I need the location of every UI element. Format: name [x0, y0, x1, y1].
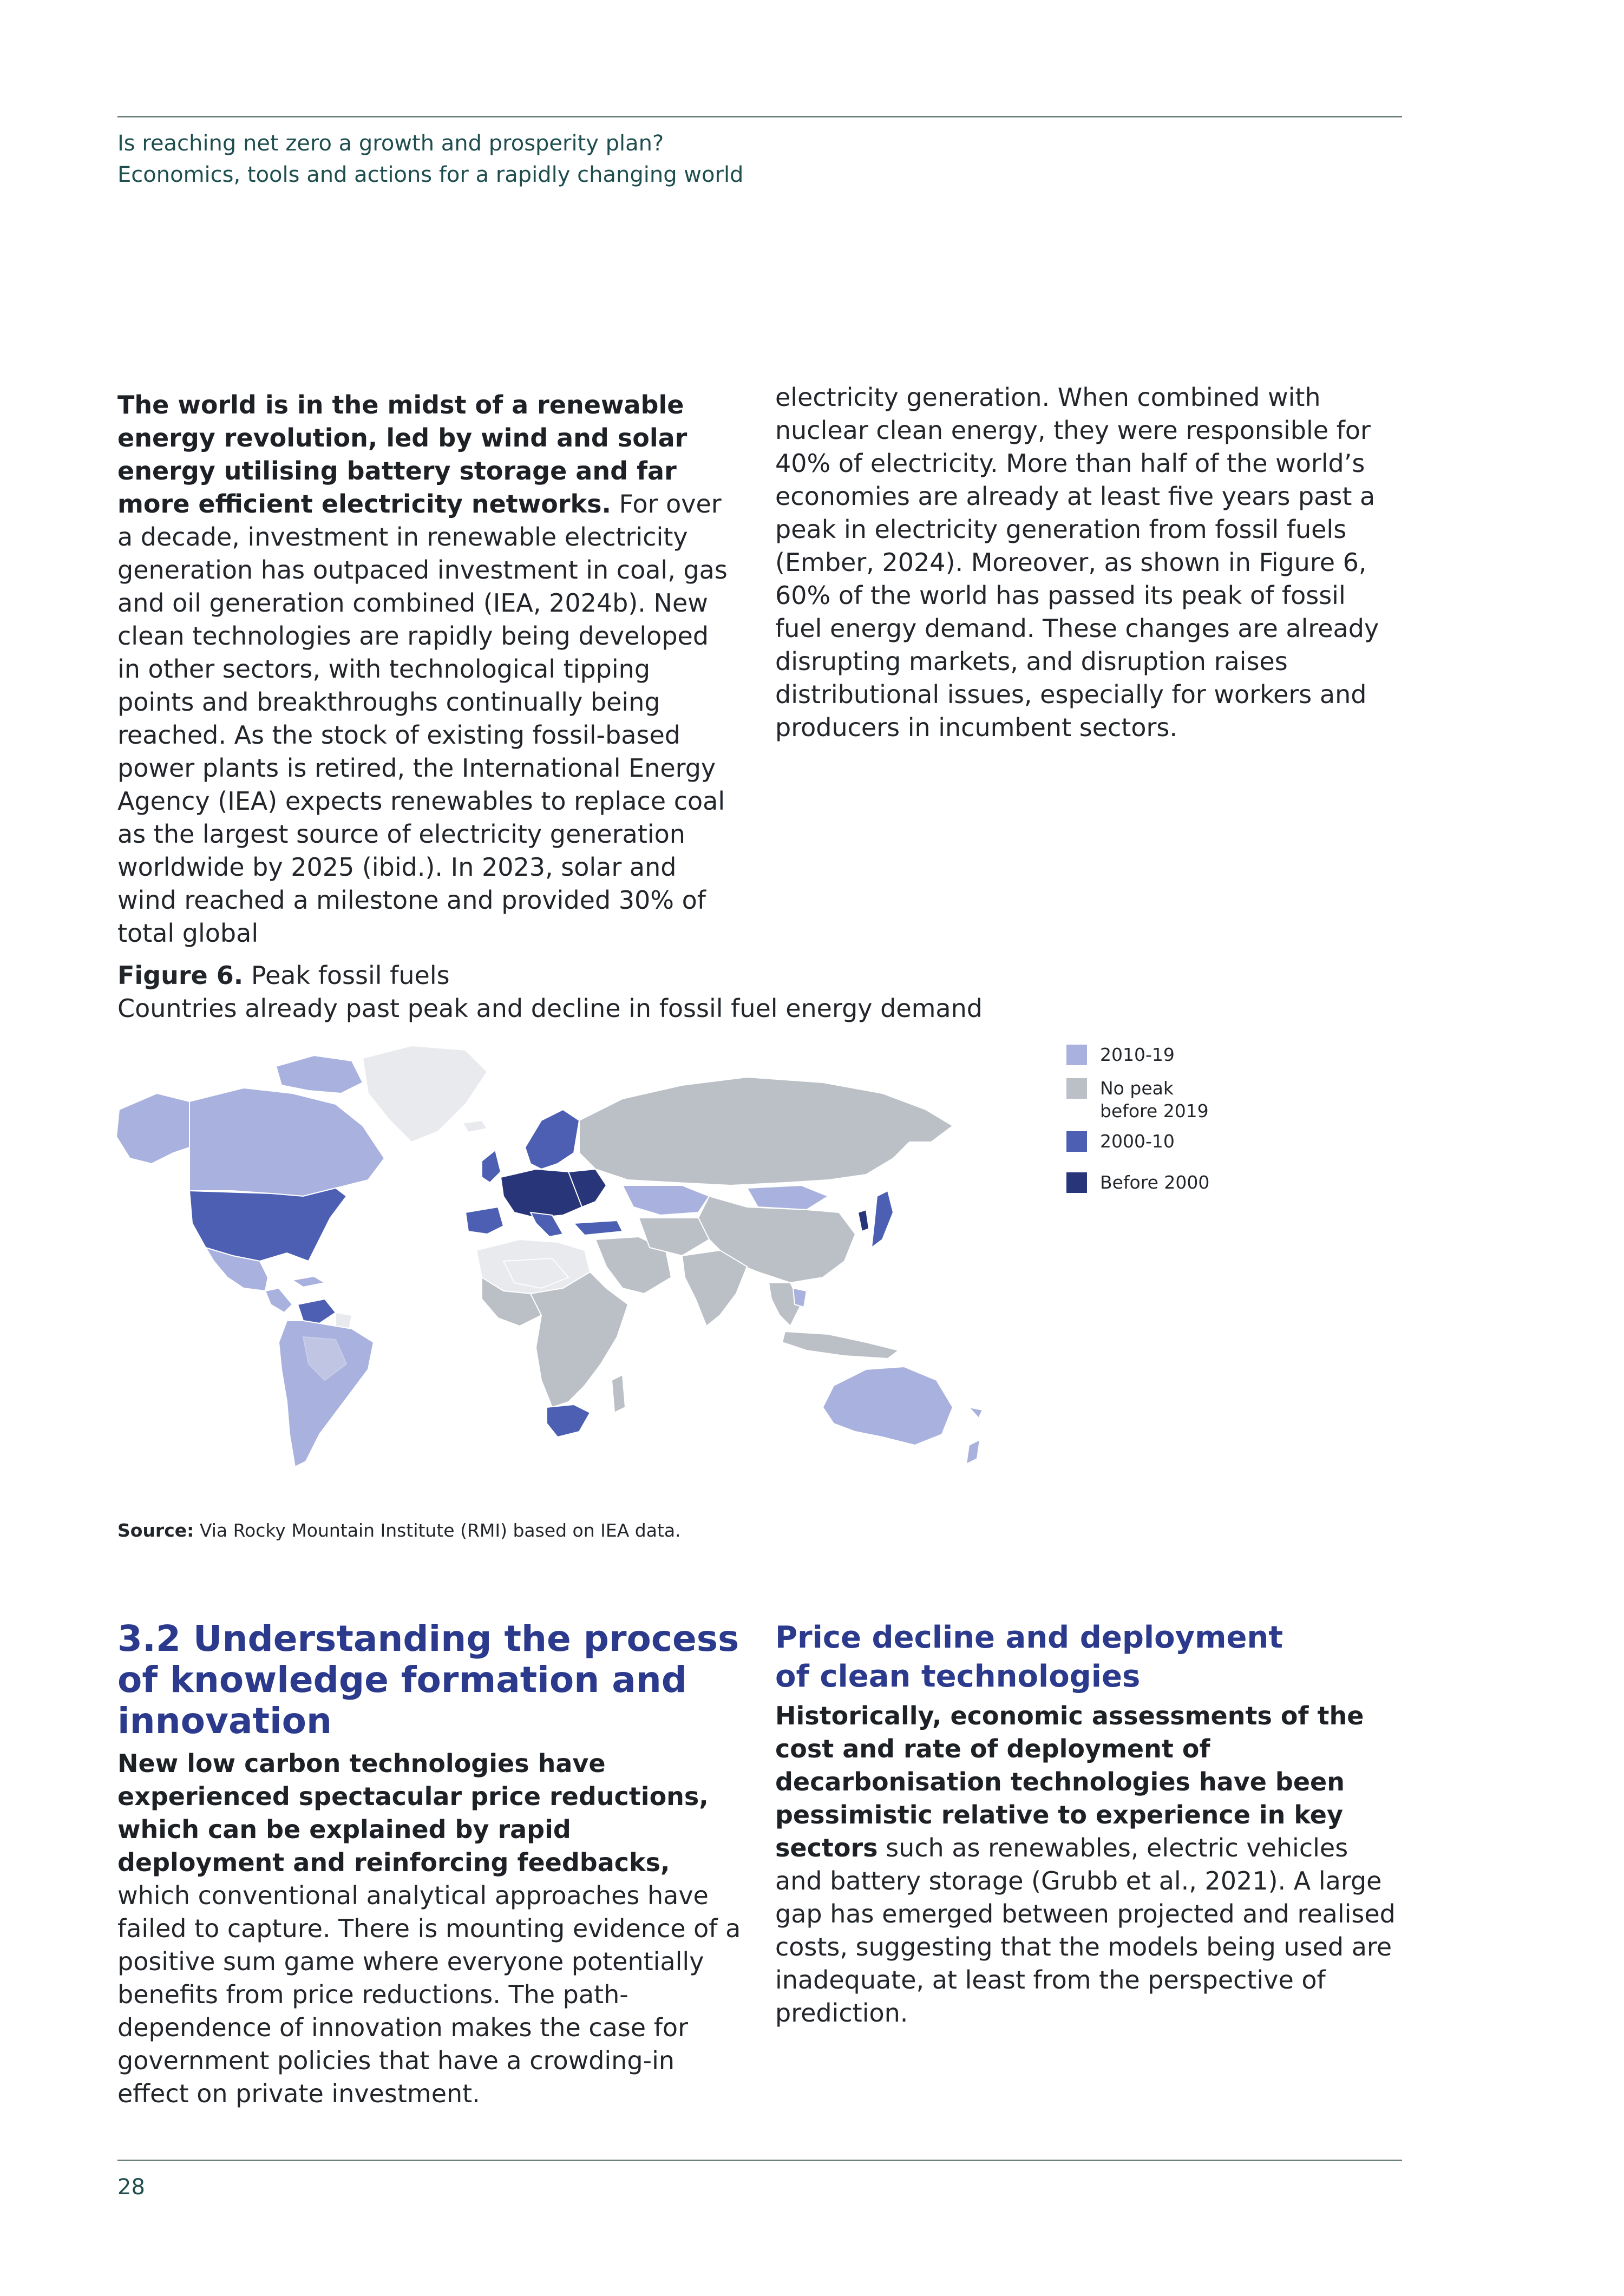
australia [823, 1367, 953, 1445]
japan [872, 1191, 893, 1248]
legend-label: 2010-19 [1100, 1044, 1175, 1065]
legend-label: 2000-10 [1100, 1131, 1175, 1152]
legend-label: No peak before 2019 [1100, 1078, 1209, 1121]
intro-body-right: electricity generation. When combined with nuclear clean energy, they were responsible for 40% of electricity. More than half of the world’s economies are already at least five years past a peak in electricity generation from fossil fuels (Ember, 2024). Moreover, as shown in Figure 6, 60% of the world has passed its peak of fossil fuel energy demand. These changes are already disrupting markets, and disruption raises distributional issues, especially for workers and producers in incumbent sectors. [775, 383, 1379, 742]
alaska [116, 1093, 189, 1164]
map-legend [1066, 1044, 1229, 1198]
section-heading: 3.2 Understanding the process of knowledge formation and innovation [117, 1618, 739, 1742]
report-title: Is reaching net zero a growth and prosperity plan? [117, 131, 664, 156]
kazakhstan [623, 1185, 709, 1215]
korea [858, 1210, 869, 1231]
source-label: Source: [117, 1520, 194, 1541]
legend-label: Before 2000 [1100, 1172, 1210, 1193]
iceland [463, 1120, 487, 1132]
legend-item-2000-10 [1066, 1130, 1229, 1152]
intro-right-column [775, 381, 1398, 744]
report-subtitle: Economics, tools and actions for a rapidly changing world [117, 162, 744, 187]
russia [579, 1077, 953, 1185]
figure-label: Figure 6. [117, 961, 244, 990]
figure-caption [117, 959, 983, 1025]
legend-swatch [1066, 1172, 1087, 1193]
section-right-text: such as renewables, electric vehicles and battery storage (Grubb et al., 2021). A large gap has emerged between projected and realised costs, suggesting that the models being used are inadequate, at least from the perspective of prediction. [775, 1833, 1396, 2028]
section-right-lead: Historically, economic assessments of the cost and rate of deployment of decarbonisation technologies have been pessimistic relative to experience in key sectors [775, 1701, 1364, 1862]
section-right-body [775, 1700, 1398, 2030]
turkey [574, 1221, 623, 1235]
intro-lead: The world is in the midst of a renewable energy revolution, led by wind and solar energy utilising battery storage and far more efficient electricity networks. [117, 390, 687, 519]
uk-ireland [482, 1150, 501, 1183]
page-number: 28 [117, 2175, 145, 2200]
world-map [108, 1034, 1039, 1494]
india [682, 1250, 747, 1326]
scandinavia [525, 1110, 579, 1169]
legend-swatch [1066, 1078, 1087, 1099]
legend-item-before-2000 [1066, 1171, 1229, 1193]
figure-source [117, 1518, 681, 1543]
section-left-text: which conventional analytical approaches have failed to capture. There is mounting evidence of a positive sum game where everyone potentially benefits from price reductions. The path-dependence of innovation makes the case for government policies that have a crowding-in effect on private investment. [117, 1881, 741, 2108]
canada-islands [276, 1055, 363, 1093]
new-zealand [966, 1440, 980, 1464]
source-text: Via Rocky Mountain Institute (RMI) based on IEA data. [194, 1520, 681, 1541]
footer-rule [117, 2160, 1402, 2161]
madagascar [612, 1375, 625, 1413]
legend-item-2010-19 [1066, 1044, 1229, 1065]
canada [189, 1088, 384, 1196]
venezuela [298, 1299, 336, 1323]
legend-swatch [1066, 1131, 1087, 1152]
intro-left-column [117, 389, 729, 950]
thailand-vietnam [793, 1288, 807, 1307]
mongolia [747, 1185, 828, 1210]
section-left-body [117, 1747, 745, 2110]
caribbean [292, 1276, 325, 1287]
indonesia [782, 1331, 899, 1359]
central-america [265, 1288, 292, 1313]
legend-item-no-peak [1066, 1077, 1229, 1125]
intro-body-left: For over a decade, investment in renewable electricity generation has outpaced investment in coal, gas and oil generation combined (IEA, 2024b). New clean technologies are rapidly being developed in other sectors, with technological tipping points and breakthroughs continually being reached. As the stock of existing fossil-based power plants is retired, the International Energy Agency (IEA) expects renewables to replace coal as the largest source of electricity generation worldwide by 2025 (ibid.). In 2023, solar and wind reached a milestone and provided 30% of total global [117, 489, 728, 948]
section-left-lead: New low carbon technologies have experienced spectacular price reductions, which can be explained by rapid deployment and reinforcing feedbacks, [117, 1749, 709, 1877]
pacific-islands [969, 1407, 983, 1418]
south-africa [547, 1405, 590, 1437]
iberia [466, 1207, 503, 1234]
figure-title: Peak fossil fuels [243, 961, 450, 990]
subsection-heading: Price decline and deployment of clean technologies [775, 1620, 1284, 1694]
header-rule [117, 116, 1402, 117]
legend-swatch [1066, 1045, 1087, 1065]
figure-subtitle: Countries already past peak and decline in fossil fuel energy demand [117, 994, 983, 1023]
